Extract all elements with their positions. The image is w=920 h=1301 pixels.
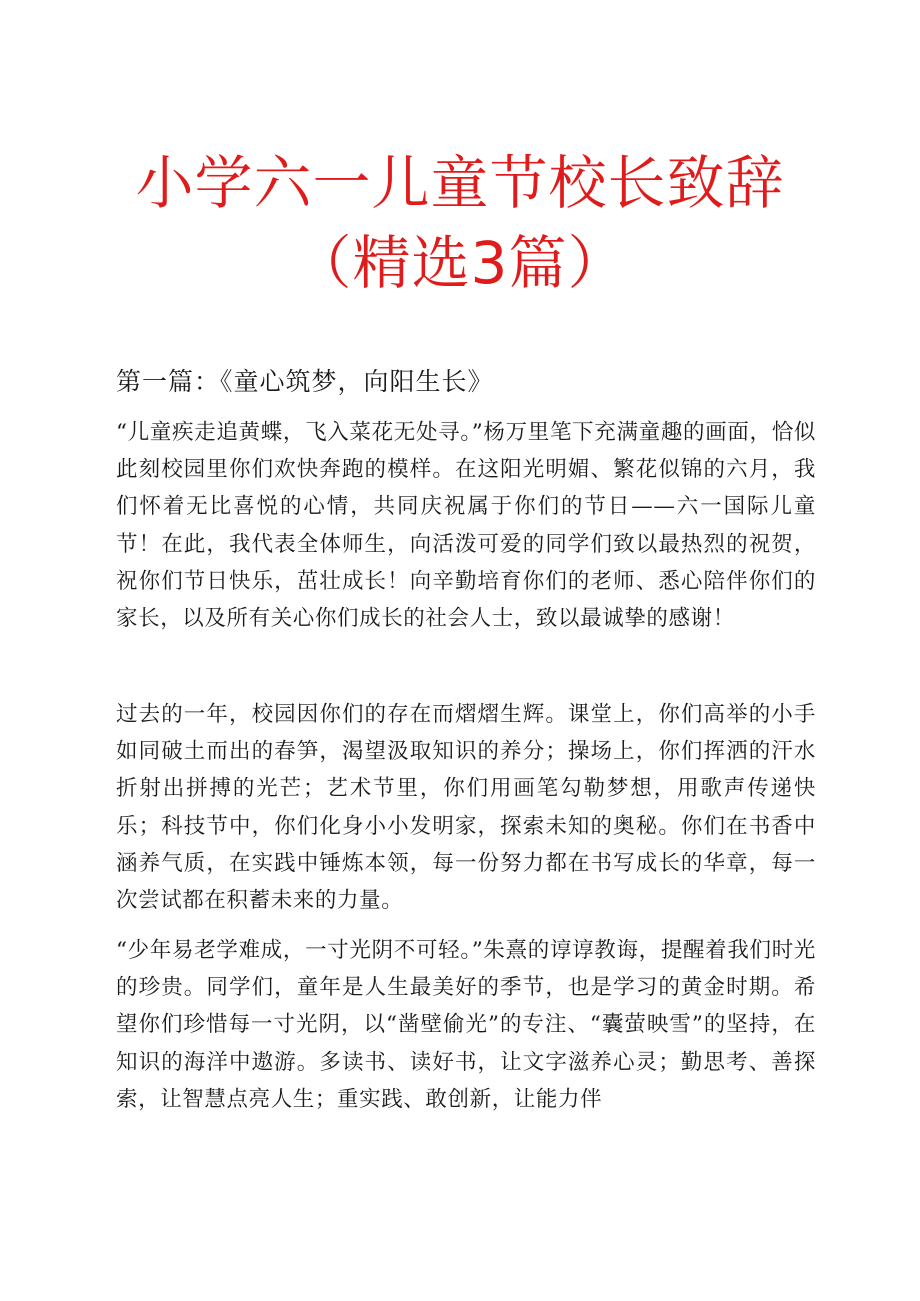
section-heading: 第一篇：《童心筑梦，向阳生长》 [116, 367, 494, 396]
paragraph-3: “少年易老学难成，一寸光阴不可轻。”朱熹的谆谆教诲，提醒着我们时光的珍贵。同学们，童年是人生最美好的季节，也是学习的黄金时期。希望你们珍惜每一寸光阴，以“凿壁偷光”的专注、“囊萤映雪”的坚持，在知识的海洋中遨游。多读书、读好书，让文字滋养心灵；勤思考、善探索，让智慧点亮人生；重实践、敢创新，让能力伴 [116, 938, 816, 1112]
paragraph-2: 过去的一年，校园因你们的存在而熠熠生辉。课堂上，你们高举的小手如同破土而出的春笋，渴望汲取知识的养分；操场上，你们挥洒的汗水折射出拼搏的光芒；艺术节里，你们用画笔勾勒梦想，用歌声传递快乐；科技节中，你们化身小小发明家，探索未知的奥秘。你们在书香中涵养气质，在实践中锤炼本领，每一份努力都在书写成长的华章，每一次尝试都在积蓄未来的力量。 [116, 702, 816, 914]
paragraph-1: “儿童疾走追黄蝶，飞入菜花无处寻。”杨万里笔下充满童趣的画面，恰似此刻校园里你们欢快奔跑的模样。在这阳光明媚、繁花似锦的六月，我们怀着无比喜悦的心情，共同庆祝属于你们的节日——六一国际儿童节！在此，我代表全体师生，向活泼可爱的同学们致以最热烈的祝贺，祝你们节日快乐，茁壮成长！向辛勤培育你们的老师、悉心陪伴你们的家长，以及所有关心你们成长的社会人士，致以最诚挚的感谢！ [116, 420, 816, 632]
document-subtitle: （精选3篇） [293, 229, 627, 297]
document-title: 小学六一儿童节校长致辞 [135, 149, 785, 217]
